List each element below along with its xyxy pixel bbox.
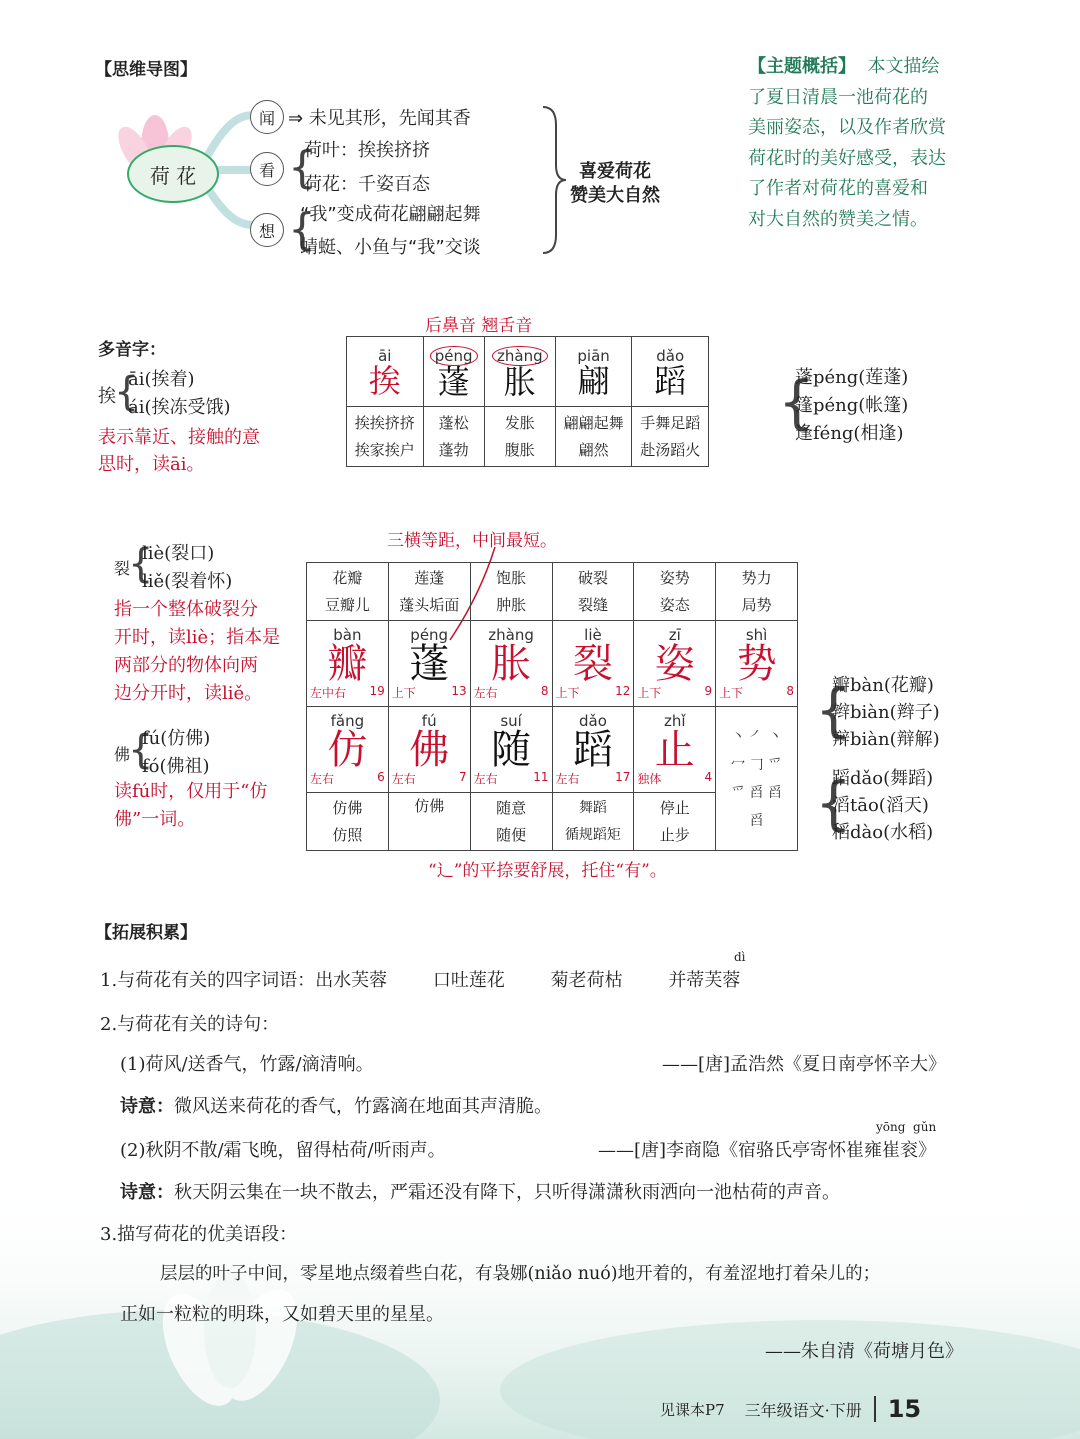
theme-line-2: 了夏日清晨一池荷花的 <box>748 86 928 108</box>
t2-r1w-3: 破裂 裂缝 <box>552 563 634 621</box>
t1-words-1: 蓬松 蓬勃 <box>423 407 484 467</box>
t2-r2w-2: 随意 随便 <box>470 793 552 851</box>
poem2-meaning-text: 秋天阴云集在一块不散去，严霜还没有降下，只听得潇潇秋雨洒向一池枯荷的声音。 <box>174 1182 840 1203</box>
t2-r1w-1: 莲蓬 蓬头垢面 <box>388 563 470 621</box>
ai-note <box>98 424 260 478</box>
conclusion-line-1: 喜爱荷花 <box>579 161 651 182</box>
poem2-source: ——[唐]李商隐《宿骆氏亭寄怀崔雍崔衮》 <box>598 1140 937 1161</box>
poem1-source: ——[唐]孟浩然《夏日南亭怀辛大》 <box>662 1054 947 1075</box>
peng-item-3: 逢féng(相逢) <box>795 423 904 444</box>
theme-summary <box>748 52 978 235</box>
poem2-pinyin: yōng gǔn <box>876 1120 937 1134</box>
poem1: (1)荷风/送香气，竹露/滴清响。 <box>120 1054 374 1075</box>
peng-group <box>795 364 908 448</box>
fo-note-1: 读fú时，仅用于“仿 <box>114 781 268 802</box>
fo-note <box>114 778 267 834</box>
para-line-2: 正如一粒粒的明珠，又如碧天里的星星。 <box>120 1304 444 1325</box>
footer-ref: 见课本P7 <box>660 1400 725 1419</box>
ban-item-2: 辫biàn(辫子) <box>832 702 940 723</box>
mindmap-conclusion <box>570 160 660 208</box>
t2-r2w-4: 停止 止步 <box>634 793 716 851</box>
theme-line-6: 对大自然的赞美之情。 <box>748 208 928 230</box>
t1-words-4: 手舞足蹈 赴汤蹈火 <box>632 407 709 467</box>
node-kan-brace: { <box>288 142 316 193</box>
fo-char: 佛 <box>114 745 131 764</box>
polyphone-title: 多音字： <box>98 340 166 360</box>
node-kan-line-1: 荷叶：挨挨挤挤 <box>304 140 430 161</box>
ai-brace: { <box>114 369 140 415</box>
fo-readings <box>142 725 210 781</box>
ext-item3-label: 3.描写荷花的优美语段： <box>100 1224 298 1245</box>
ext-item1 <box>100 966 740 992</box>
fo-reading-2: fó(佛祖) <box>142 756 210 777</box>
theme-line-5: 了作者对荷花的喜爱和 <box>748 178 928 199</box>
ai-reading-1: āi(挨着) <box>128 369 195 390</box>
ban-item-3: 辩biàn(辩解) <box>832 729 940 750</box>
t1-cell-4: dǎo 蹈 <box>632 337 709 407</box>
ext-word-2: 口吐莲花 <box>432 970 505 991</box>
dao-group <box>832 765 933 846</box>
mindmap-center <box>127 145 219 203</box>
node-xiang-line-2: 蜻蜓、小鱼与“我”交谈 <box>300 237 481 258</box>
theme-line-4: 荷花时的美好感受，表达 <box>748 147 946 169</box>
ai-note-line-2: 思时，读āi。 <box>98 454 205 475</box>
ai-note-line-1: 表示靠近、接触的意 <box>98 427 260 448</box>
t2-stroke-order: 丶 ㇒ 丶 冖 𠃌 爫 爫 舀 舀 舀 <box>716 707 798 851</box>
lie-reading-1: liè(裂口) <box>142 543 215 564</box>
t1-cell-3: piān 翩 <box>555 337 632 407</box>
t2-r2w-0: 仿佛 仿照 <box>307 793 389 851</box>
t1-cell-0: āi 挨 <box>347 337 424 407</box>
node-kan-line-2: 荷花：千姿百态 <box>304 174 430 195</box>
lie-reading-2: liě(裂着怀) <box>142 571 233 592</box>
t2-r2c-3: dǎo 蹈 左右 17 <box>552 707 634 793</box>
dao-item-3: 稻dào(水稻) <box>832 822 934 843</box>
t1-cell-1: péng 蓬 <box>423 337 484 407</box>
character-table <box>306 562 798 851</box>
mindmap-right-brace <box>538 105 568 255</box>
t2-r1c-2: zhàng 胀 左右 8 <box>470 621 552 707</box>
poem2: (2)秋阴不散/霜飞晚，留得枯荷/听雨声。 <box>120 1140 446 1161</box>
t2-r1w-5: 势力 局势 <box>716 563 798 621</box>
node-wen-key: 闻 <box>258 108 275 128</box>
node-kan-bubble <box>250 152 284 186</box>
lie-brace: { <box>128 541 154 587</box>
ext-word-1: 出水芙蓉 <box>315 970 388 991</box>
theme-line-1: 本文描绘 <box>867 56 940 77</box>
poem1-meaning <box>120 1092 552 1118</box>
t2-r1c-1: péng 蓬 上下 13 <box>388 621 470 707</box>
t1-cell-2: zhàng 胀 <box>484 337 555 407</box>
conclusion-line-2: 赞美大自然 <box>570 185 660 206</box>
poem2-meaning-label: 诗意： <box>120 1182 174 1203</box>
para-source: ——朱自清《荷塘月色》 <box>765 1341 963 1362</box>
lie-note-2: 开时，读liè；指本是 <box>114 627 281 648</box>
t1-words-2: 发胀 腹胀 <box>484 407 555 467</box>
node-wen-bubble <box>250 100 284 134</box>
table2-top-note: 三横等距，中间最短。 <box>387 531 557 551</box>
lie-note-3: 两部分的物体向两 <box>114 655 258 676</box>
node-wen-line: ⇒ 未见其形，先闻其香 <box>288 108 471 129</box>
extension-tag: 【拓展积累】 <box>95 923 197 943</box>
table1-top-note: 后鼻音 翘舌音 <box>425 316 533 336</box>
fo-brace: { <box>128 727 154 773</box>
poem1-meaning-label: 诗意： <box>120 1096 174 1117</box>
footer-book: 三年级语文·下册 <box>744 1400 862 1420</box>
t2-r1c-5: shì 势 上下 8 <box>716 621 798 707</box>
fo-reading-1: fú(仿佛) <box>142 728 211 749</box>
lie-char: 裂 <box>114 559 131 578</box>
fo-note-2: 佛”一词。 <box>114 809 196 830</box>
ext-item2-label: 2.与荷花有关的诗句： <box>100 1014 280 1035</box>
t2-r1c-3: liè 裂 上下 12 <box>552 621 634 707</box>
ai-readings <box>128 366 231 422</box>
footer <box>660 1392 921 1426</box>
node-kan-key: 看 <box>258 160 275 180</box>
ext-item1-label: 1.与荷花有关的四字词语： <box>100 970 316 991</box>
di-pinyin: dì <box>734 950 746 964</box>
t2-r1w-0: 花瓣 豆瓣儿 <box>307 563 389 621</box>
mindmap-tag: 【思维导图】 <box>95 60 197 80</box>
t2-r2c-2: suí 随 左右 11 <box>470 707 552 793</box>
ai-reading-2: ái(挨冻受饿) <box>128 397 231 418</box>
lie-note-4: 边分开时，读liě。 <box>114 683 263 704</box>
dao-item-2: 滔tāo(滔天) <box>832 795 929 816</box>
t1-words-3: 翩翩起舞 翩然 <box>555 407 632 467</box>
lie-readings <box>142 540 232 596</box>
t2-r2c-1: fú 佛 左右 7 <box>388 707 470 793</box>
t1-words-0: 挨挨挤挤 挨家挨户 <box>347 407 424 467</box>
t2-r2c-0: fǎng 仿 左右 6 <box>307 707 389 793</box>
node-xiang-key: 想 <box>258 221 275 241</box>
ext-word-4: 并蒂芙蓉 <box>668 970 741 991</box>
lie-note-1: 指一个整体破裂分 <box>114 599 258 620</box>
lie-note <box>114 596 280 708</box>
t2-r1w-2: 饱胀 肿胀 <box>470 563 552 621</box>
peng-item-2: 篷péng(帐篷) <box>795 395 909 416</box>
theme-line-3: 美丽姿态，以及作者欣赏 <box>748 117 946 138</box>
para-line-1: 层层的叶子中间，零星地点缀着些白花，有袅娜(niǎo nuó)地开着的，有羞涩地打着朵儿的； <box>160 1264 881 1284</box>
poem1-meaning-text: 微风送来荷花的香气，竹露滴在地面其声清脆。 <box>174 1096 552 1117</box>
t2-r2w-1: 仿佛 <box>388 793 470 851</box>
footer-divider <box>874 1396 876 1422</box>
t2-r2w-3: 舞蹈 循规蹈矩 <box>552 793 634 851</box>
ban-brace: { <box>815 676 852 744</box>
t2-r1c-0: bàn 瓣 左中右 19 <box>307 621 389 707</box>
polyphone-table <box>346 336 709 467</box>
node-xiang-brace: { <box>288 204 316 255</box>
peng-item-1: 蓬péng(莲蓬) <box>795 367 909 388</box>
page-number: 15 <box>887 1395 922 1423</box>
poem2-meaning <box>120 1178 840 1204</box>
theme-tag: 【主题概括】 <box>748 56 856 77</box>
ai-char: 挨 <box>98 386 116 407</box>
dao-brace: { <box>815 769 852 837</box>
t2-r1w-4: 姿势 姿态 <box>634 563 716 621</box>
ext-word-3: 菊老荷枯 <box>550 970 623 991</box>
peng-brace: { <box>778 368 815 436</box>
ban-group <box>832 672 940 753</box>
ban-item-1: 瓣bàn(花瓣) <box>832 675 934 696</box>
t2-r1c-4: zī 姿 上下 9 <box>634 621 716 707</box>
table2-bottom-note: “辶”的平捺要舒展，托住“有”。 <box>428 861 667 881</box>
dao-item-1: 蹈dǎo(舞蹈) <box>832 768 934 789</box>
t2-r2c-4: zhǐ 止 独体 4 <box>634 707 716 793</box>
node-xiang-line-1: “我”变成荷花翩翩起舞 <box>300 204 481 225</box>
node-xiang-bubble <box>250 213 284 247</box>
mindmap-center-label: 荷 花 <box>149 163 197 188</box>
